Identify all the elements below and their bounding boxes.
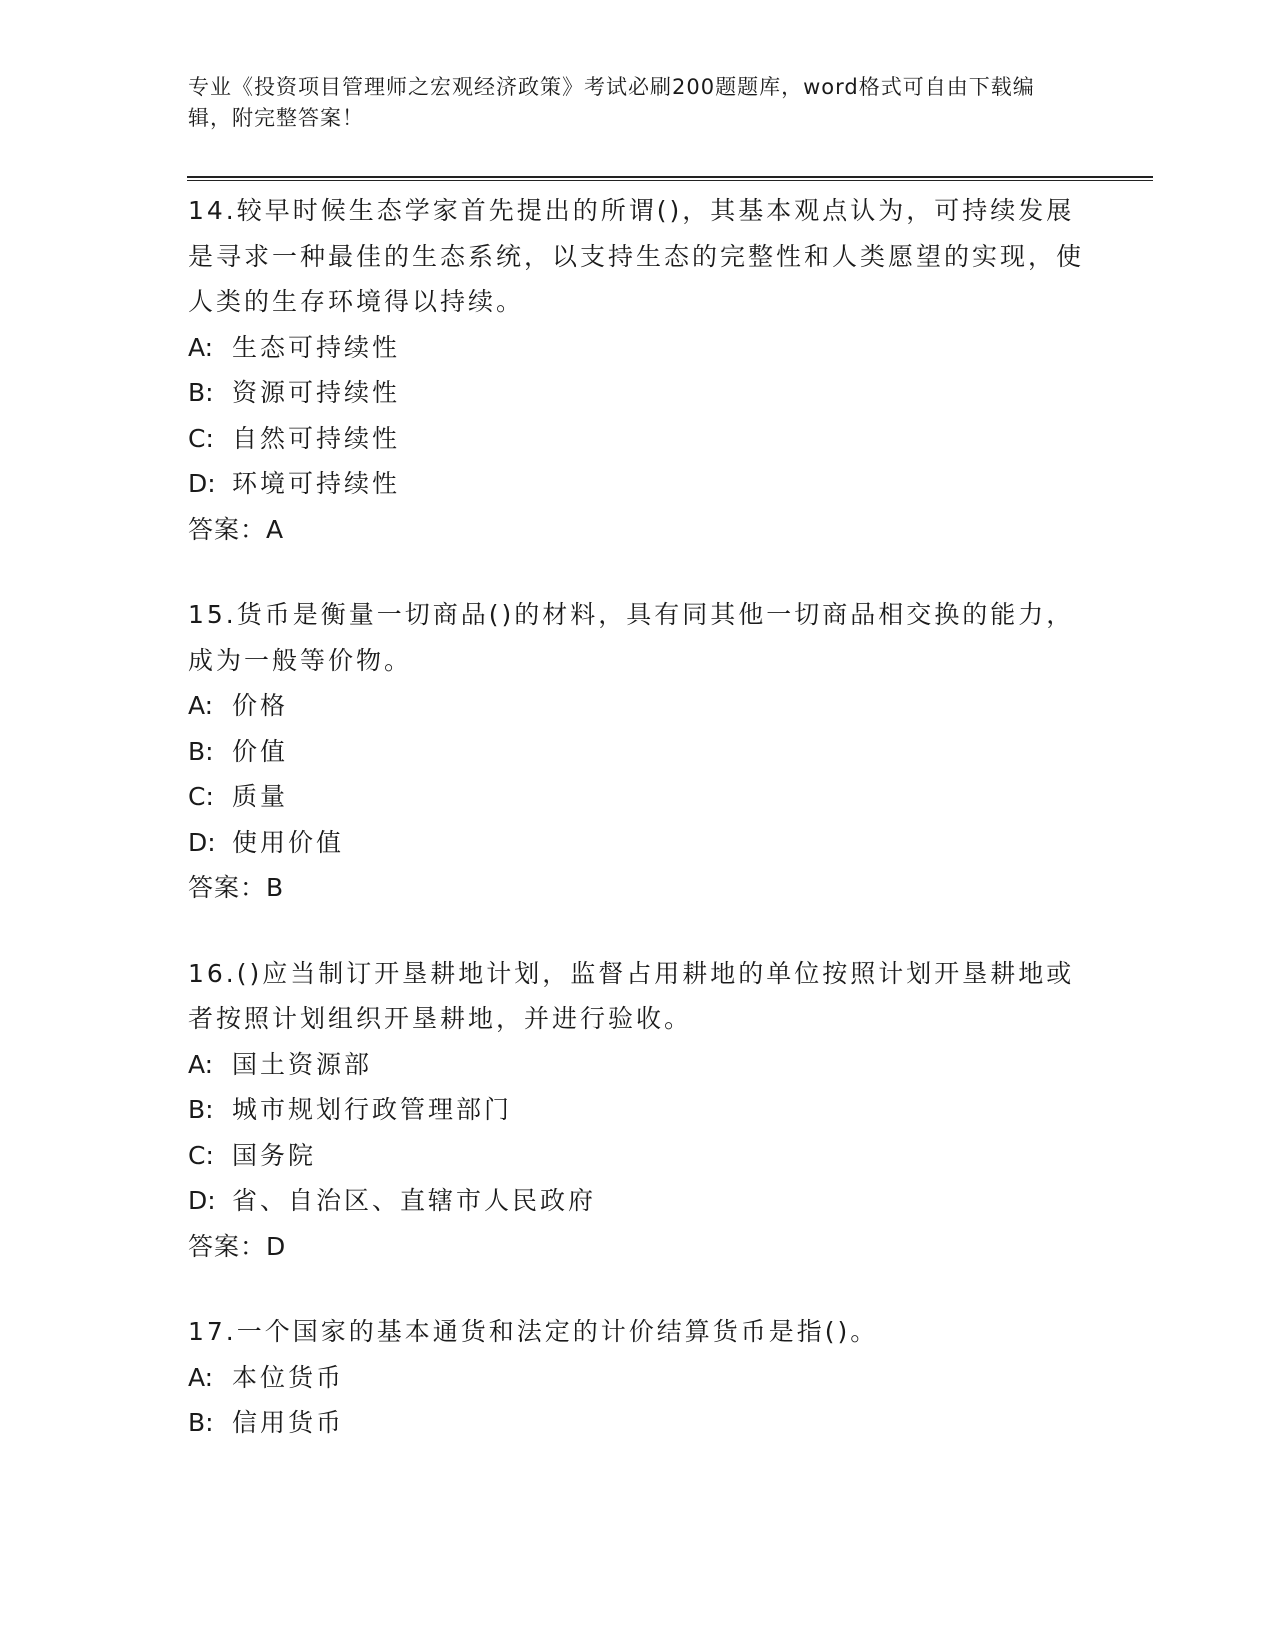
option-b: [188, 729, 1088, 775]
question-16: [188, 951, 1088, 1270]
option-b: [188, 1400, 1088, 1446]
option-letter: B:: [188, 378, 214, 407]
header-divider: [187, 176, 1153, 181]
option-letter: A:: [188, 1362, 214, 1392]
option-letter: C:: [188, 782, 214, 811]
option-d: [188, 820, 1088, 866]
option-letter: D:: [188, 1186, 216, 1215]
option-text: 质量: [232, 782, 289, 811]
question-17: [188, 1309, 1088, 1446]
question-text: 16.()应当制订开垦耕地计划，监督占用耕地的单位按照计划开垦耕地或者按照计划组织开垦耕地，并进行验收。: [188, 958, 1075, 1033]
option-text: 国务院: [232, 1140, 317, 1170]
option-a: [188, 1042, 1088, 1088]
option-letter: C:: [188, 1140, 214, 1170]
option-c: [188, 774, 1088, 820]
question-text: 17.一个国家的基本通货和法定的计价结算货币是指()。: [188, 1317, 879, 1346]
option-text: 价格: [232, 691, 289, 720]
option-letter: B:: [188, 1408, 214, 1437]
option-a: [188, 1355, 1088, 1401]
option-b: [188, 370, 1088, 416]
document-header: 专业《投资项目管理师之宏观经济政策》考试必刷200题题库，word格式可自由下载编辑，附完整答案！: [188, 75, 1035, 130]
option-letter: A:: [188, 1049, 214, 1079]
option-text: 环境可持续性: [232, 469, 401, 498]
option-text: 生态可持续性: [232, 332, 401, 362]
answer-line: 答案：A: [188, 514, 285, 544]
option-letter: A:: [188, 332, 214, 362]
option-c: [188, 416, 1088, 462]
option-text: 省、自治区、直辖市人民政府: [232, 1186, 597, 1215]
question-list: [188, 188, 1088, 1486]
option-letter: A:: [188, 691, 214, 720]
option-b: [188, 1087, 1088, 1133]
option-letter: B:: [188, 1095, 214, 1124]
option-c: [188, 1133, 1088, 1179]
option-text: 本位货币: [232, 1362, 345, 1392]
question-text: 15.货币是衡量一切商品()的材料，具有同其他一切商品相交换的能力，成为一般等价物。: [188, 600, 1075, 675]
option-text: 信用货币: [232, 1408, 345, 1437]
option-text: 自然可持续性: [232, 423, 401, 453]
option-letter: D:: [188, 827, 216, 857]
option-letter: B:: [188, 736, 214, 766]
question-15: [188, 592, 1088, 911]
answer-line: 答案：B: [188, 873, 285, 902]
option-text: 价值: [232, 736, 289, 766]
option-letter: C:: [188, 423, 214, 453]
option-a: [188, 683, 1088, 729]
option-text: 城市规划行政管理部门: [232, 1095, 513, 1124]
option-d: [188, 1178, 1088, 1224]
question-14: [188, 188, 1088, 552]
option-text: 资源可持续性: [232, 378, 401, 407]
option-d: [188, 461, 1088, 507]
question-text: 14.较早时候生态学家首先提出的所谓()，其基本观点认为，可持续发展是寻求一种最佳的生态系统，以支持生态的完整性和人类愿望的实现，使人类的生存环境得以持续。: [188, 196, 1085, 316]
option-a: [188, 325, 1088, 371]
answer-line: 答案：D: [188, 1231, 287, 1261]
option-text: 国土资源部: [232, 1049, 373, 1079]
option-text: 使用价值: [232, 827, 345, 857]
option-letter: D:: [188, 469, 216, 498]
